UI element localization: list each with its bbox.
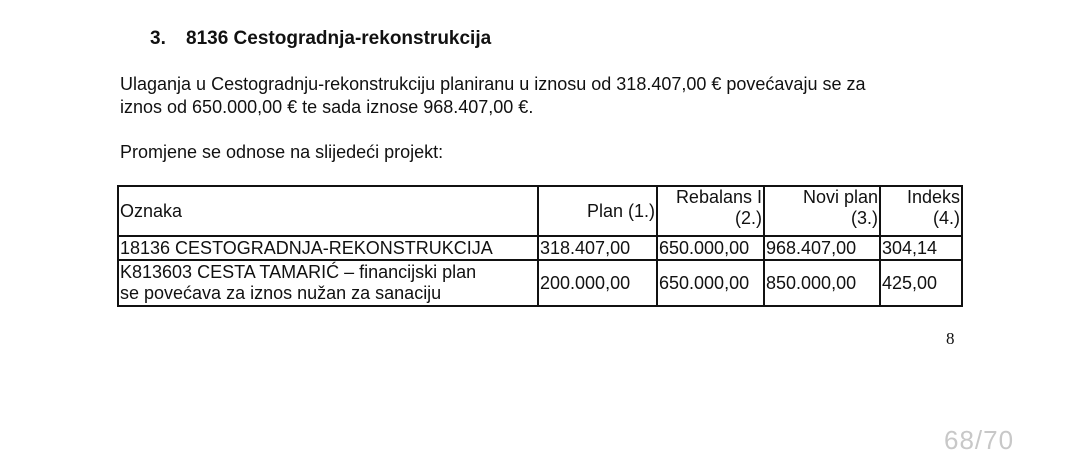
header-plan: Plan (1.) (538, 186, 657, 236)
table-row (118, 236, 962, 260)
row-rebalans: 650.000,00 (657, 236, 764, 260)
intro-line-2: iznos od 650.000,00 € te sada iznose 968.407,00 €. (120, 97, 534, 117)
header-indeks-label: Indeks (906, 187, 960, 207)
row-plan: 200.000,00 (538, 260, 657, 306)
intro-line-1: Ulaganja u Cestogradnju-rekonstrukciju planiranu u iznosu od 318.407,00 € povećavaju se za (120, 74, 866, 94)
header-novi-plan-label: Novi plan (802, 187, 878, 207)
page-number: 8 (946, 329, 955, 348)
row-indeks: 425,00 (880, 260, 962, 306)
header-indeks-index: (4.) (933, 208, 960, 228)
section-title: 8136 Cestogradnja-rekonstrukcija (186, 28, 492, 49)
section-number: 3. (150, 28, 166, 49)
changes-paragraph: Promjene se odnose na slijedeći projekt: (120, 142, 444, 162)
header-rebalans-label: Rebalans I (675, 187, 762, 207)
header-rebalans (657, 186, 764, 236)
row-name-line-2: se povećava za iznos nužan za sanaciju (120, 283, 442, 303)
header-oznaka: Oznaka (118, 186, 538, 236)
row-name (118, 260, 538, 306)
row-novi-plan: 968.407,00 (764, 236, 880, 260)
header-indeks (880, 186, 962, 236)
row-indeks: 304,14 (880, 236, 962, 260)
table-row (118, 260, 962, 306)
header-novi-plan (764, 186, 880, 236)
row-novi-plan: 850.000,00 (764, 260, 880, 306)
header-novi-plan-index: (3.) (851, 208, 878, 228)
section-heading (150, 28, 491, 50)
row-name-line-1: K813603 CESTA TAMARIĆ – financijski plan (120, 262, 477, 282)
viewer-page-counter: 68/70 (944, 425, 1015, 455)
row-plan: 318.407,00 (538, 236, 657, 260)
header-rebalans-index: (2.) (735, 208, 762, 228)
intro-paragraph (120, 73, 865, 119)
table-header-row (118, 186, 962, 236)
row-rebalans: 650.000,00 (657, 260, 764, 306)
row-name: 18136 CESTOGRADNJA-REKONSTRUKCIJA (118, 236, 538, 260)
project-table (117, 185, 963, 307)
